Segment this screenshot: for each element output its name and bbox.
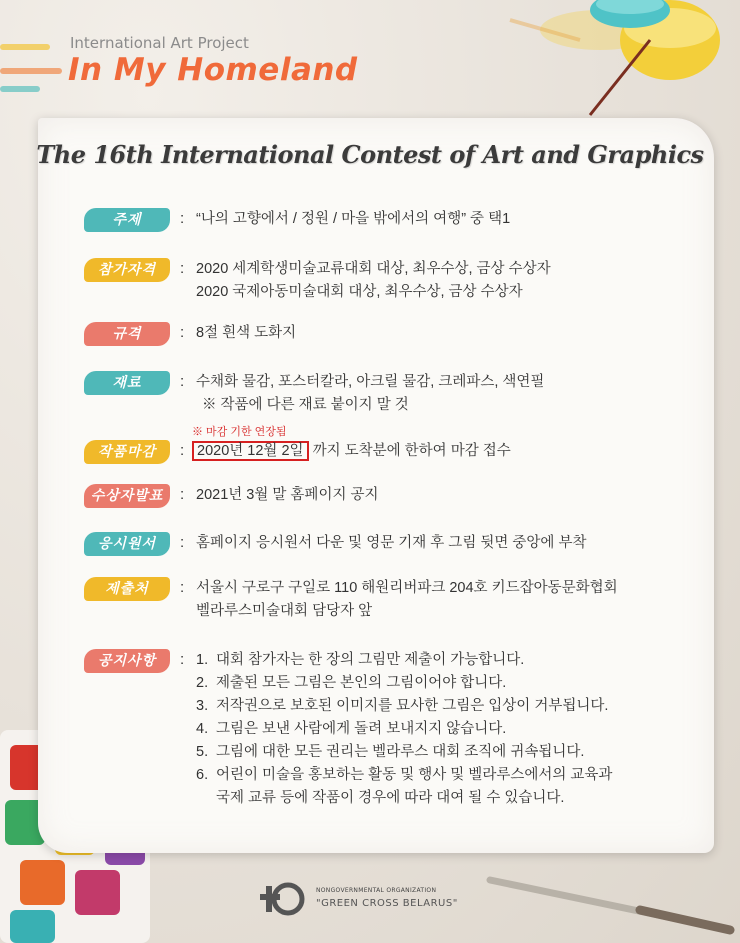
colon: : <box>180 260 185 277</box>
project-title: In My Homeland <box>68 52 358 88</box>
deadline-date-highlight: 2020년 12월 2일 <box>192 441 309 461</box>
project-subtitle: International Art Project <box>70 34 249 52</box>
brush-stroke-orange <box>0 68 62 74</box>
content-line: 2021년 3월 말 홈페이지 공지 <box>196 487 379 503</box>
list-item: 4. 그림은 보낸 사람에게 돌려 보내지지 않습니다. <box>196 721 507 737</box>
row-content <box>196 484 379 507</box>
content-line: 벨라루스미술대회 담당자 앞 <box>196 603 373 619</box>
org-name-label: "GREEN CROSS BELARUS" <box>316 898 458 909</box>
label-badge: 응시원서 <box>84 532 170 556</box>
content-line: 서울시 구로구 구일로 110 해원리버파크 204호 키드잡아동문화협회 <box>196 580 618 596</box>
deadline-extension-note: ※ 마감 기한 연장됨 <box>192 426 287 438</box>
list-item: 3. 저작권으로 보호된 이미지를 묘사한 그림은 입상이 거부됩니다. <box>196 698 609 714</box>
label-badge: 작품마감 <box>84 440 170 464</box>
green-cross-logo-icon <box>260 882 306 916</box>
row-content <box>196 371 544 417</box>
notice-list <box>196 649 612 810</box>
label-badge: 규격 <box>84 322 170 346</box>
content-line: 2020 국제아동미술대회 대상, 최우수상, 금상 수상자 <box>196 284 523 300</box>
label-badge: 수상자발표 <box>84 484 170 508</box>
brush-stroke-yellow <box>0 44 50 50</box>
label-badge: 재료 <box>84 371 170 395</box>
colon: : <box>180 651 185 668</box>
list-item: 5. 그림에 대한 모든 권리는 벨라루스 대회 조직에 귀속됩니다. <box>196 744 585 760</box>
brush-stroke-teal <box>0 86 40 92</box>
list-item: 2. 제출된 모든 그림은 본인의 그림이어야 합니다. <box>196 675 507 691</box>
label-badge: 제출처 <box>84 577 170 601</box>
org-type-label: NONGOVERNMENTAL ORGANIZATION <box>316 887 437 894</box>
row-content <box>196 577 618 623</box>
colon: : <box>180 442 185 459</box>
list-item: 1. 대회 참가자는 한 장의 그림만 제출이 가능합니다. <box>196 652 525 668</box>
row-content <box>196 440 511 463</box>
content-line: 8절 흰색 도화지 <box>196 325 297 341</box>
colon: : <box>180 534 185 551</box>
colon: : <box>180 210 185 227</box>
list-item-continued: 국제 교류 등에 작품이 경우에 따라 대여 될 수 있습니다. <box>216 790 565 806</box>
label-badge: 주제 <box>84 208 170 232</box>
content-line: 까지 도착분에 한하여 마감 접수 <box>312 443 511 459</box>
colon: : <box>180 324 185 341</box>
content-line: 2020 세계학생미술교류대회 대상, 최우수상, 금상 수상자 <box>196 261 551 277</box>
content-line: 홈페이지 응시원서 다운 및 영문 기재 후 그림 뒷면 중앙에 부착 <box>196 535 587 551</box>
colon: : <box>180 579 185 596</box>
row-content <box>196 532 586 555</box>
colon: : <box>180 486 185 503</box>
content-line: “나의 고향에서 / 정원 / 마을 밖에서의 여행” 중 택1 <box>196 211 511 227</box>
label-badge: 참가자격 <box>84 258 170 282</box>
content-line: 수채화 물감, 포스터칼라, 아크릴 물감, 크레파스, 색연필 <box>196 374 545 390</box>
colon: : <box>180 373 185 390</box>
label-badge: 공지사항 <box>84 649 170 673</box>
content-line: ※ 작품에 다른 재료 붙이지 말 것 <box>202 397 409 413</box>
list-item: 6. 어린이 미술을 홍보하는 활동 및 행사 및 벨라루스에서의 교육과 <box>196 767 613 783</box>
paintbrush-decoration <box>480 860 740 943</box>
row-content <box>196 208 510 231</box>
row-content <box>196 258 551 304</box>
row-content <box>196 322 296 345</box>
paint-jars-decoration <box>470 0 740 120</box>
page-title: The 16th International Contest of Art and Graphics <box>36 140 704 169</box>
